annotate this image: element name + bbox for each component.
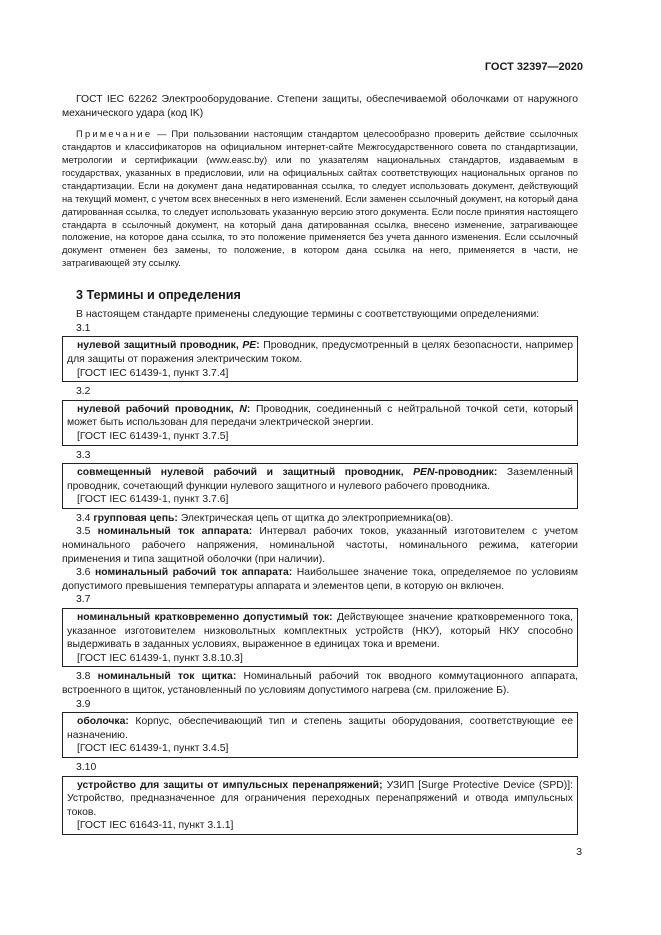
term-definition-3-8: 3.8 номинальный ток щитка: Номинальный рабочий ток вводного коммутационного аппарата, встроенного в щиток, установленный по условиям допустимого нагрева (см. приложение Б). xyxy=(62,671,578,696)
term-name: номинальный ток аппарата: xyxy=(97,526,253,538)
term-name: номинальный ток щитка: xyxy=(97,671,237,683)
term-def-text: УЗИП [Surge Protective Device (SPD)]: Устройство, предназначенное для ограничения переходных перенапряжений и отвода импульсных токов. xyxy=(67,779,573,818)
term-number-3-3: 3.3 xyxy=(76,449,91,461)
term-box-3-7 xyxy=(62,608,578,667)
note-label: Примечание xyxy=(76,128,153,140)
term-definition-3-5: 3.5 номинальный ток аппарата: Интервал рабочих токов, указанный изготовителем с учетом номинального рабочего напряжения, номинальной частоты, номинального режима, категории применения и типа защитной оболочки (при наличии). xyxy=(62,526,579,565)
term-number-3-7: 3.7 xyxy=(76,594,91,606)
term-number-3-2: 3.2 xyxy=(76,386,91,398)
section-title: 3 Термины и определения xyxy=(76,288,241,303)
page-content xyxy=(62,93,578,838)
term-name: нулевой защитный проводник, PE: xyxy=(77,340,260,352)
note-text: — При пользовании настоящим стандартом целесообразно проверить действие ссылочных стандартов и классификаторов на официальном интернет-сайте Межгосударственного совета по стандартизации, метрологии и сертификации (www.easc.by) или по указателям национальных стандартов, издаваемым в государствах, указанных в предисловии, или на официальных сайтах соответствующих национальных органов по стандартизации. Если на документ дана недатированная ссылка, то следует использовать документ, действующий на текущий момент, с учетом всех внесенных в него изменений. Если заменен ссылочный документ, на который дана датированная ссылка, то следует использовать указанную версию этого документа. Если после принятия настоящего стандарта в ссылочный документ, на который дана датированная ссылка, внесено изменение, затрагивающее положение, на которое дана ссылка, то это положение применяется без учета данного изменения. Если ссылочный документ отменен без замены, то положение, в котором дана ссылка на него, применяется в части, не затрагивающей эту ссылку. xyxy=(62,128,578,269)
term-name: оболочка: xyxy=(77,716,129,728)
term-source-ref: [ГОСТ IEC 61439-1, пункт 3.8.10.3] xyxy=(77,652,243,664)
section-lead: В настоящем стандарте применены следующие термины с соответствующими определениями: xyxy=(76,309,540,321)
normative-reference-iec62262: ГОСТ IEC 62262 Электрооборудование. Степени защиты, обеспечиваемой оболочками от наружного механического удара (код IK) xyxy=(62,94,578,119)
term-source-ref: [ГОСТ IEC 61439-1, пункт 3.7.4] xyxy=(77,367,229,379)
term-box-3-1 xyxy=(62,336,578,382)
page-number: 3 xyxy=(576,847,582,858)
term-definition-3-4: 3.4 групповая цепь: Электрическая цепь от щитка до электроприемника(ов). xyxy=(76,512,454,524)
term-def-text: Заземленный проводник, сочетающий функции нулевого защитного и нулевого рабочего проводника. xyxy=(67,467,573,492)
term-definition-3-6: 3.6 номинальный рабочий ток аппарата: Наибольшее значение тока, определяемое по условиям допустимого превышения температуры аппарата и элементов цепи, в которую он включен. xyxy=(62,567,579,592)
term-name: номинальный кратковременно допустимый ток: xyxy=(77,612,333,624)
term-box-3-9 xyxy=(62,712,578,758)
document-code: ГОСТ 32397—2020 xyxy=(484,61,583,73)
term-source-ref: [ГОСТ IEC 61439-1, пункт 3.4.5] xyxy=(77,743,229,755)
term-number-3-10: 3.10 xyxy=(76,761,97,773)
term-box-3-2 xyxy=(62,400,578,446)
note-paragraph xyxy=(62,128,578,270)
term-box-3-10 xyxy=(62,776,578,835)
term-source-ref: [ГОСТ IEC 61439-1, пункт 3.7.5] xyxy=(77,430,229,442)
term-definition-3-3 xyxy=(67,466,573,493)
term-number-3-1: 3.1 xyxy=(76,322,91,334)
term-name: устройство для защиты от импульсных перенапряжений; xyxy=(77,779,383,791)
term-def-text: Действующее значение кратковременного тока, указанное изготовителем низковольтных комплектных устройств (НКУ), который НКУ способно выдерживать в заданных условиях, выраженное в единицах тока и времени. xyxy=(67,612,573,651)
term-definition-3-1 xyxy=(67,339,573,366)
term-definition-3-9 xyxy=(67,715,573,742)
term-def-text: Проводник, предусмотренный в целях безопасности, например для защиты от поражения электрическим током. xyxy=(67,340,573,365)
term-number-3-9: 3.9 xyxy=(76,698,91,710)
term-source-ref: [ГОСТ IEC 61643-11, пункт 3.1.1] xyxy=(77,820,234,832)
term-name: совмещенный нулевой рабочий и защитный проводник, PEN-проводник: xyxy=(77,467,498,479)
term-def-text: Проводник, соединенный с нейтральной точкой сети, который может быть использован для передачи электрической энергии. xyxy=(67,403,573,429)
term-name: номинальный рабочий ток аппарата: xyxy=(95,567,293,579)
term-name: групповая цепь: xyxy=(93,512,178,524)
term-definition-3-2 xyxy=(67,403,573,430)
term-definition-3-10 xyxy=(67,779,573,820)
term-definition-3-7 xyxy=(67,611,573,652)
term-source-ref: [ГОСТ IEC 61439-1, пункт 3.7.6] xyxy=(77,494,229,506)
term-box-3-3 xyxy=(62,463,578,509)
term-def-text: Корпус, обеспечивающий тип и степень защиты оборудования, соответствующие ее назначению. xyxy=(67,716,573,741)
term-name: нулевой рабочий проводник, N: xyxy=(77,403,251,415)
